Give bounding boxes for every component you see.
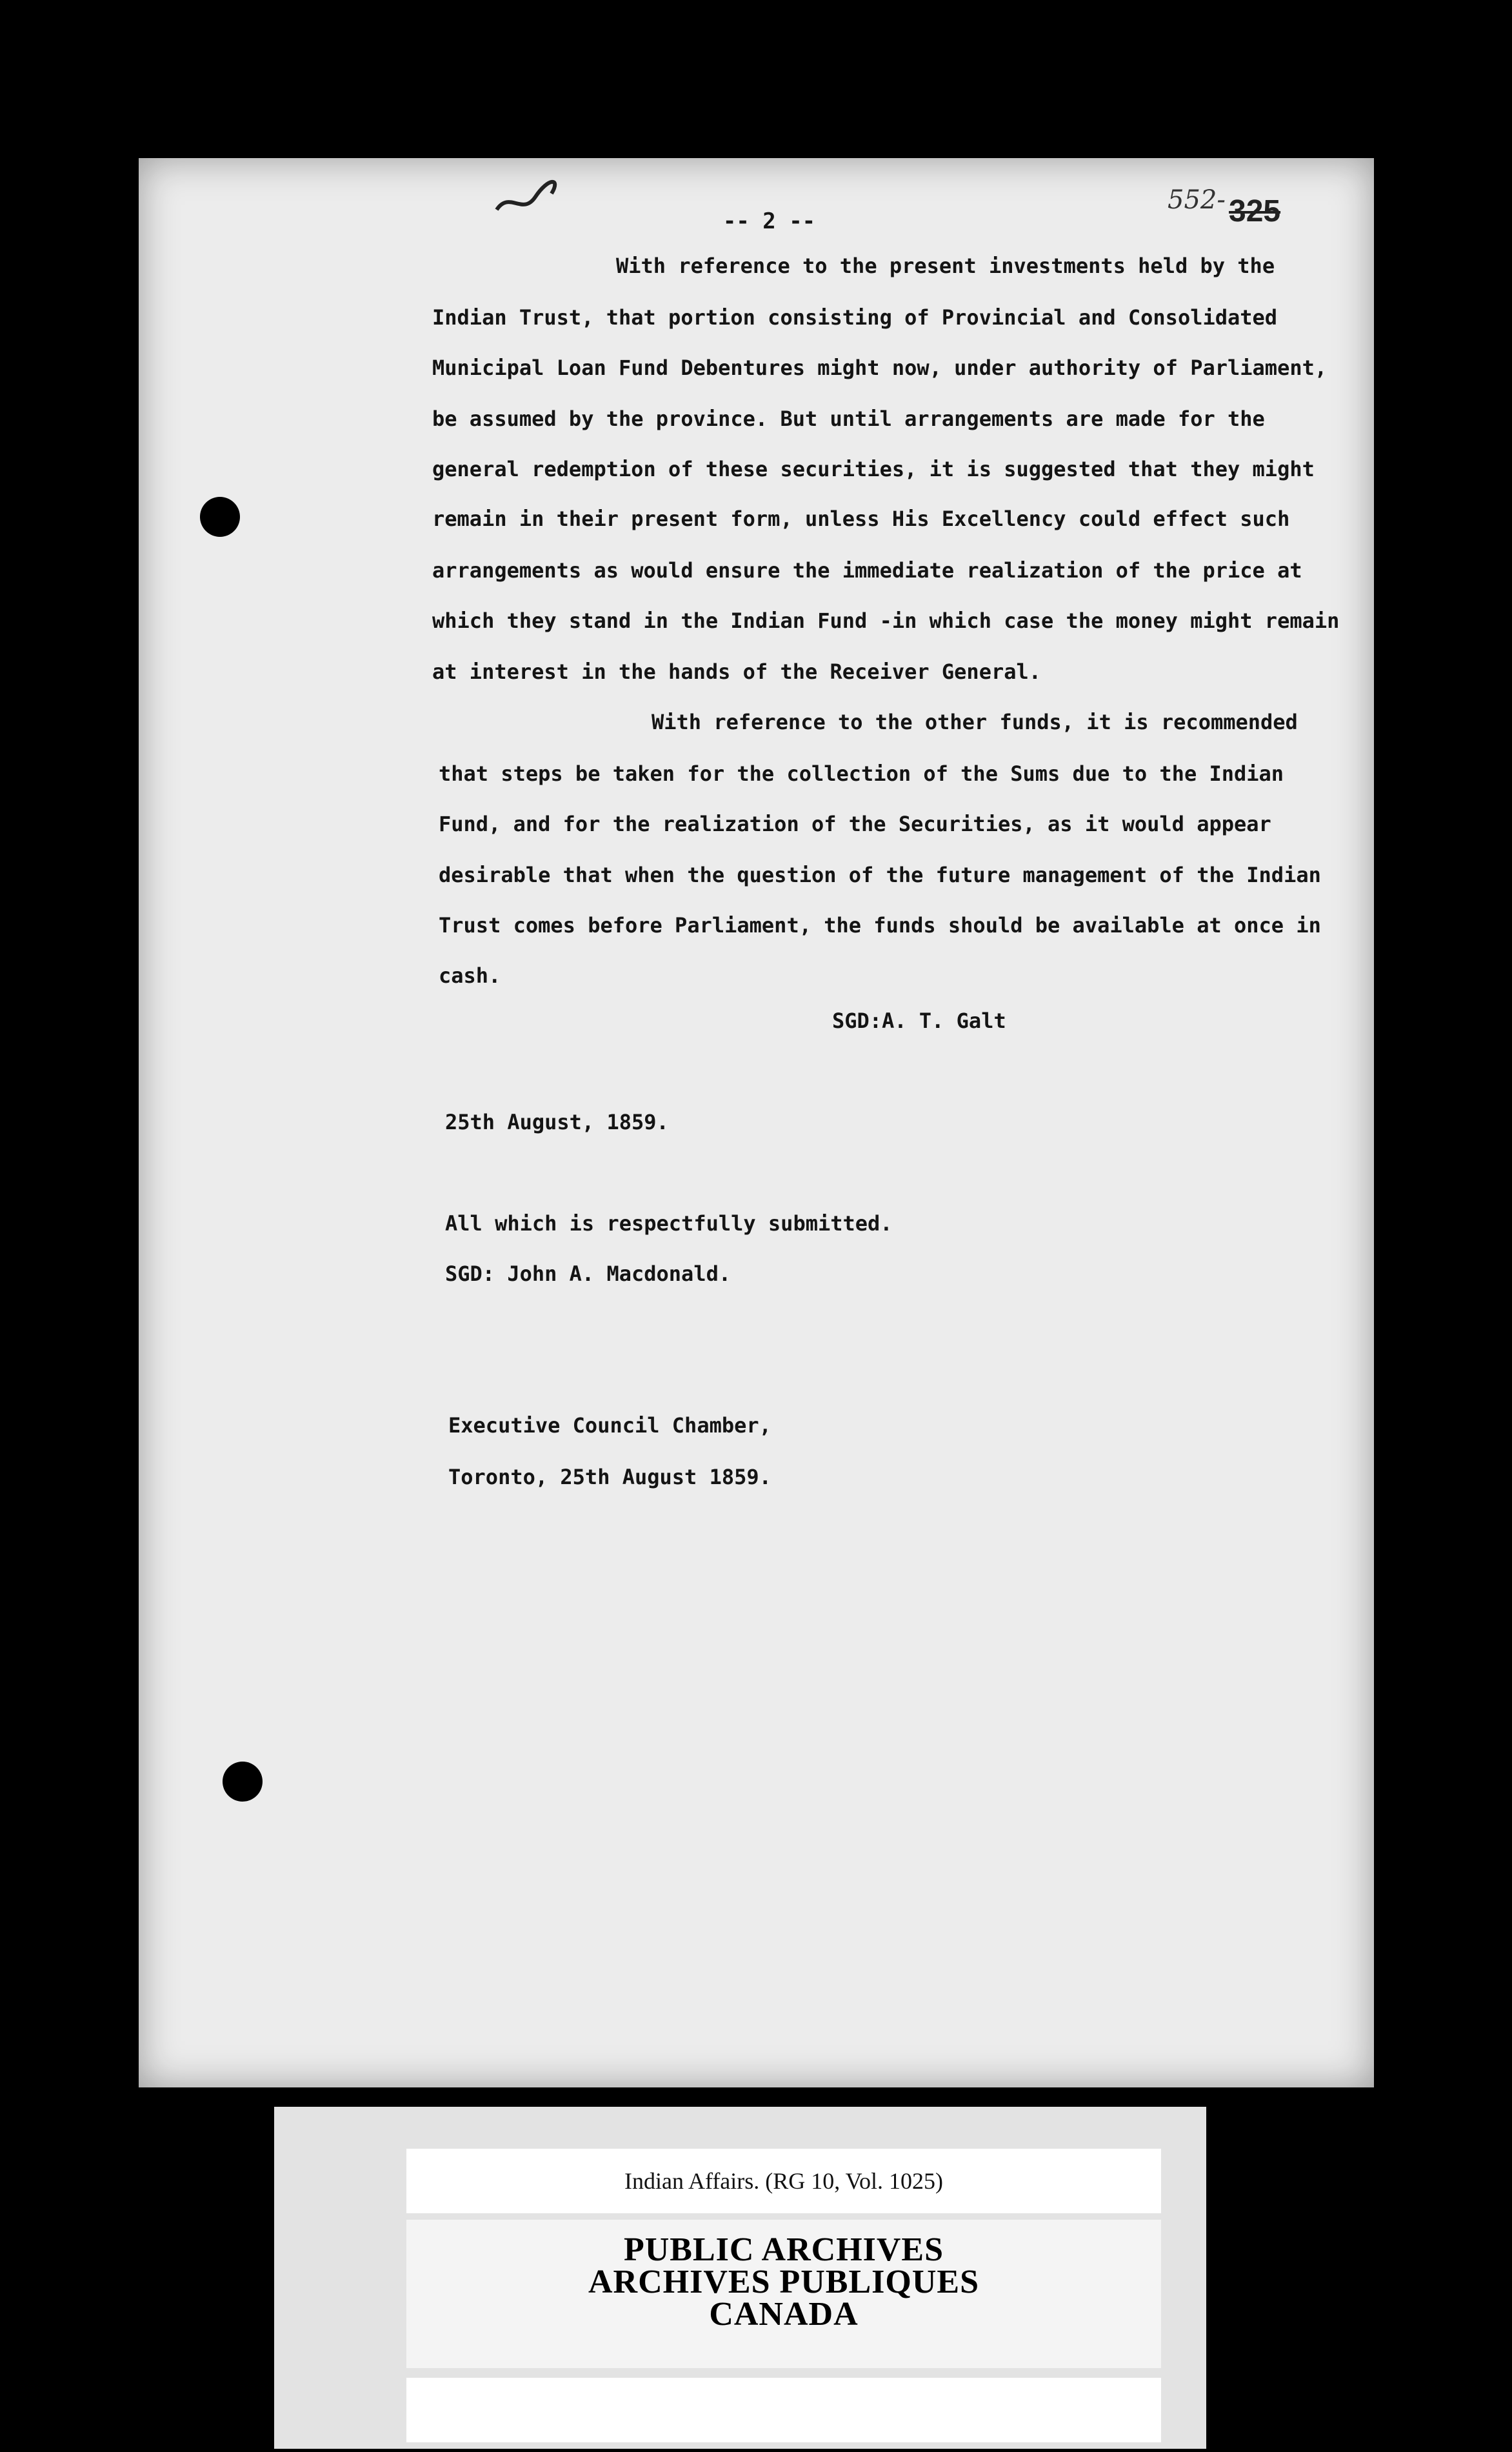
archive-label-strip: [274, 2107, 1206, 2449]
place-date-line: Toronto, 25th August 1859.: [448, 1465, 771, 1489]
folio-number: 325: [1229, 194, 1281, 228]
text-line: Trust comes before Parliament, the funds should be available at once in: [439, 913, 1321, 938]
text-line: that steps be taken for the collection of the Sums due to the Indian: [439, 761, 1284, 786]
archive-reference: Indian Affairs. (RG 10, Vol. 1025): [406, 2149, 1161, 2213]
place-line: Executive Council Chamber,: [448, 1413, 771, 1438]
text-line: With reference to the other funds, it is recommended: [652, 710, 1298, 734]
document-page: [139, 158, 1374, 2087]
label-margin: [406, 2378, 1161, 2442]
text-line: Indian Trust, that portion consisting of Provincial and Consolidated: [432, 305, 1278, 330]
submission-line: All which is respectfully submitted.: [445, 1211, 893, 1236]
text-line: cash.: [439, 963, 501, 988]
folio-handwritten: 552-: [1168, 185, 1226, 215]
archive-stamp: [406, 2220, 1161, 2368]
stamp-line: PUBLIC ARCHIVES: [623, 2231, 944, 2268]
signature-macdonald: SGD: John A. Macdonald.: [445, 1261, 731, 1286]
signature-galt: SGD:A. T. Galt: [832, 1009, 1006, 1033]
text-line: be assumed by the province. But until arrangements are made for the: [432, 407, 1265, 431]
text-line: remain in their present form, unless His Excellency could effect such: [432, 507, 1290, 531]
text-line: With reference to the present investments held by the: [616, 254, 1275, 278]
text-line: desirable that when the question of the future management of the Indian: [439, 863, 1321, 887]
punch-hole: [200, 497, 240, 537]
punch-hole: [223, 1762, 263, 1802]
text-line: general redemption of these securities, it is suggested that they might: [432, 457, 1315, 481]
text-line: which they stand in the Indian Fund -in which case the money might remain: [432, 608, 1340, 633]
stamp-line: CANADA: [709, 2296, 859, 2333]
date-line: 25th August, 1859.: [445, 1110, 669, 1134]
text-line: arrangements as would ensure the immediate realization of the price at: [432, 558, 1302, 583]
page-number: -- 2 --: [722, 208, 816, 234]
text-line: Municipal Loan Fund Debentures might now, under authority of Parliament,: [432, 356, 1328, 380]
stamp-line: ARCHIVES PUBLIQUES: [588, 2264, 980, 2300]
text-line: at interest in the hands of the Receiver General.: [432, 659, 1042, 684]
text-line: Fund, and for the realization of the Securities, as it would appear: [439, 812, 1271, 836]
